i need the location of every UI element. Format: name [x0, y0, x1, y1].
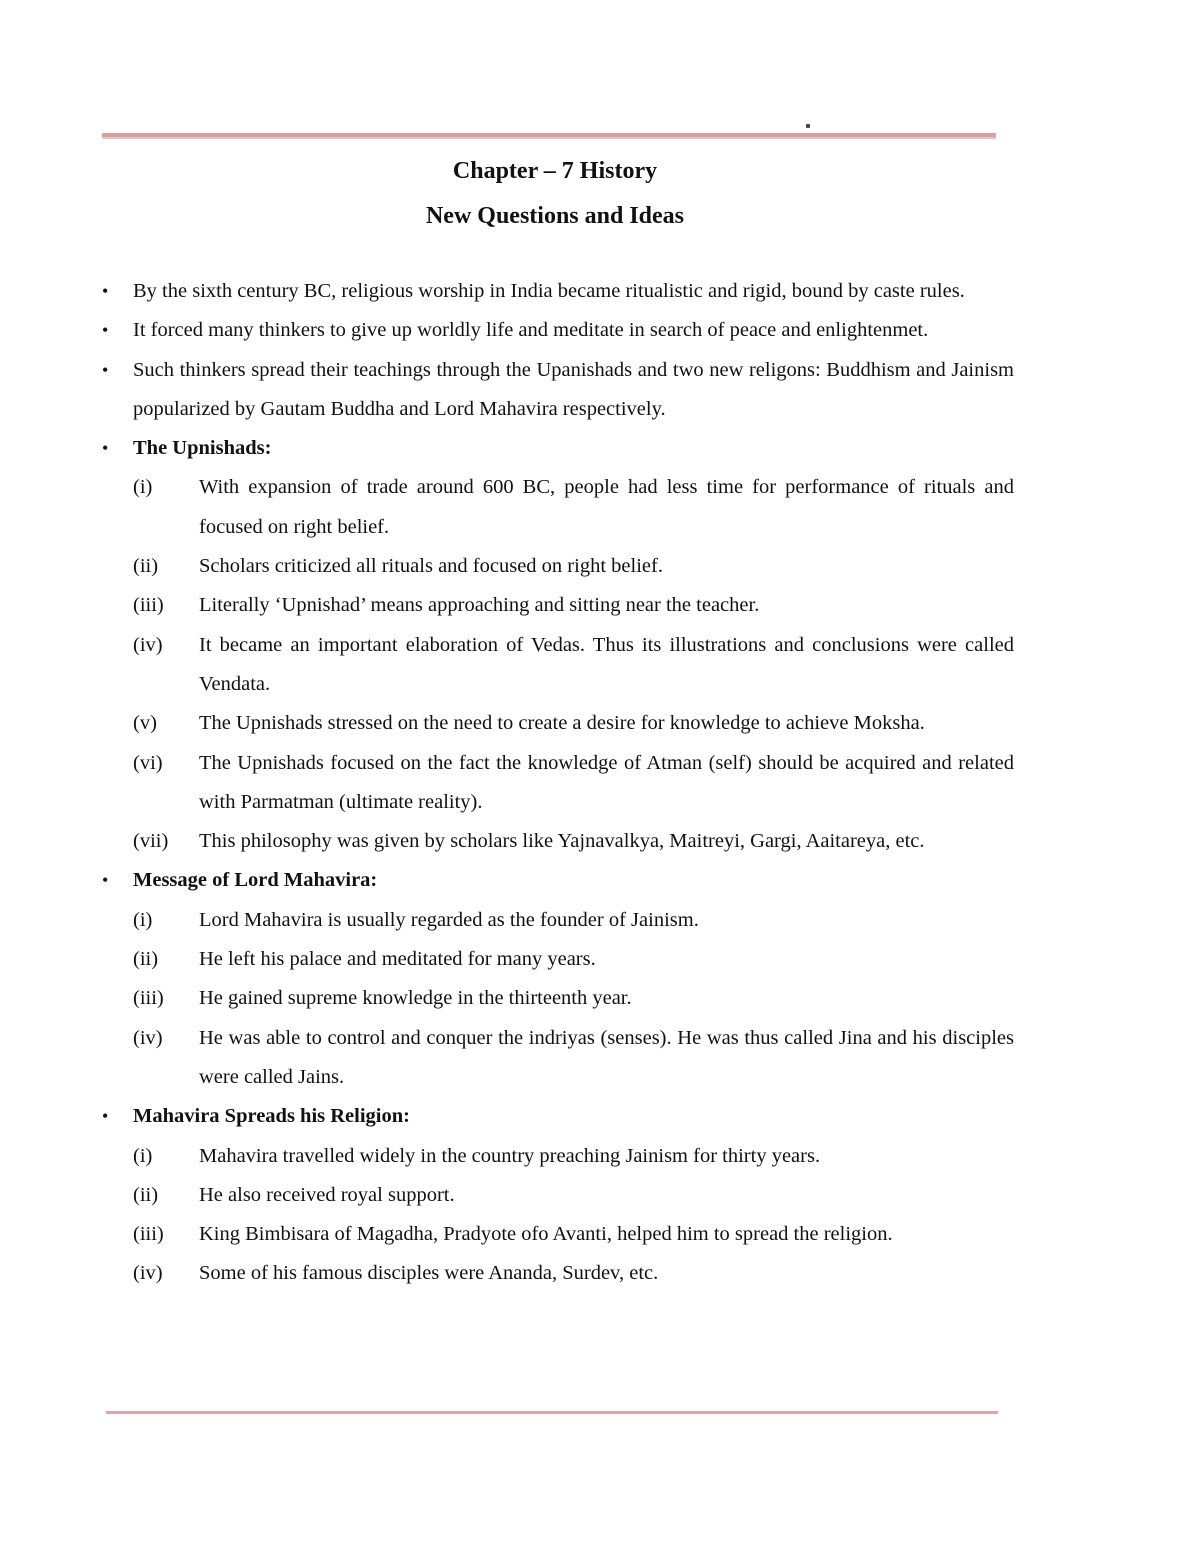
item-number: (i)	[133, 476, 153, 499]
list-item	[100, 979, 1014, 1018]
item-text: The Upnishads focused on the fact the knowledge of Atman (self) should be acquired and related with Parmatman (ultimate reality).	[199, 751, 1014, 813]
item-number: (v)	[133, 712, 157, 735]
item-text: He left his palace and meditated for many years.	[199, 948, 596, 971]
section-heading-text: Mahavira Spreads his Religion:	[133, 1105, 410, 1128]
list-item	[100, 901, 1014, 940]
bullet-icon: •	[102, 870, 109, 891]
list-item	[100, 704, 1014, 743]
item-text: It became an important elaboration of Vedas. Thus its illustrations and conclusions were called Vendata.	[199, 633, 1014, 695]
list-item	[100, 940, 1014, 979]
section-heading-text: Message of Lord Mahavira:	[133, 869, 378, 892]
chapter-title: Chapter – 7 History	[452, 158, 658, 184]
item-text: He also received royal support.	[199, 1183, 455, 1206]
footer-rule	[106, 1411, 998, 1414]
item-text: He was able to control and conquer the indriyas (senses). He was thus called Jina and his disciples were called Jains.	[199, 1026, 1014, 1088]
item-text: Some of his famous disciples were Ananda, Surdev, etc.	[199, 1262, 659, 1285]
section-heading	[100, 861, 1014, 900]
item-number: (iii)	[133, 594, 164, 617]
item-number: (ii)	[133, 948, 159, 971]
bullet-icon: •	[102, 359, 109, 380]
list-item	[100, 1254, 1014, 1293]
list-item	[100, 1176, 1014, 1215]
item-number: (iv)	[133, 1262, 163, 1285]
bullet-text: By the sixth century BC, religious worship in India became ritualistic and rigid, bound by caste rules.	[133, 280, 965, 302]
item-number: (i)	[133, 908, 153, 931]
item-number: (vi)	[133, 751, 163, 774]
item-text: Scholars criticized all rituals and focused on right belief.	[199, 555, 663, 578]
list-item	[100, 626, 1014, 705]
item-number: (iv)	[133, 1026, 163, 1049]
item-text: Mahavira travelled widely in the country preaching Jainism for thirty years.	[199, 1144, 821, 1167]
list-item	[100, 1137, 1014, 1176]
list-item	[100, 1215, 1014, 1254]
bullet-item	[100, 272, 1014, 311]
chapter-subtitle: New Questions and Ideas	[425, 203, 685, 229]
bullet-icon: •	[102, 281, 109, 301]
list-item	[100, 547, 1014, 586]
list-item	[100, 822, 1014, 861]
item-number: (iv)	[133, 633, 163, 656]
bullet-icon: •	[102, 320, 109, 341]
bullet-text: Such thinkers spread their teachings through the Upanishads and two new religons: Buddhism and Jainism popularized by Gautam Buddha and Lord Mahavira respectively.	[133, 358, 1014, 420]
item-text: He gained supreme knowledge in the thirteenth year.	[199, 987, 632, 1010]
header-mark	[806, 124, 810, 128]
bullet-item	[100, 311, 1014, 350]
item-text: Literally ‘Upnishad’ means approaching and sitting near the teacher.	[199, 594, 760, 617]
item-number: (ii)	[133, 1183, 159, 1206]
item-text: The Upnishads stressed on the need to create a desire for knowledge to achieve Moksha.	[199, 712, 925, 735]
section-heading	[100, 1097, 1014, 1136]
list-item	[100, 744, 1014, 823]
bullet-item	[100, 351, 1014, 430]
bullet-icon: •	[102, 1106, 109, 1127]
section-heading-text: The Upnishads:	[133, 437, 272, 460]
bullet-text: It forced many thinkers to give up worldly life and meditate in search of peace and enlightenmet.	[133, 319, 929, 342]
bullet-icon: •	[102, 438, 109, 459]
list-item	[100, 586, 1014, 625]
item-number: (iii)	[133, 1223, 164, 1246]
list-item	[100, 468, 1014, 547]
item-text: King Bimbisara of Magadha, Pradyote ofo Avanti, helped him to spread the religion.	[199, 1223, 893, 1246]
item-number: (vii)	[133, 830, 169, 853]
section-heading	[100, 429, 1014, 468]
list-item	[100, 1019, 1014, 1098]
item-text: Lord Mahavira is usually regarded as the founder of Jainism.	[199, 908, 699, 931]
item-number: (iii)	[133, 987, 164, 1010]
header-rule-shadow	[102, 137, 996, 139]
item-number: (i)	[133, 1144, 153, 1167]
item-text: With expansion of trade around 600 BC, people had less time for performance of rituals and focused on right belief.	[199, 476, 1014, 538]
item-number: (ii)	[133, 555, 159, 578]
item-text: This philosophy was given by scholars like Yajnavalkya, Maitreyi, Gargi, Aaitareya, etc.	[199, 830, 925, 853]
page-content	[100, 272, 1014, 1294]
